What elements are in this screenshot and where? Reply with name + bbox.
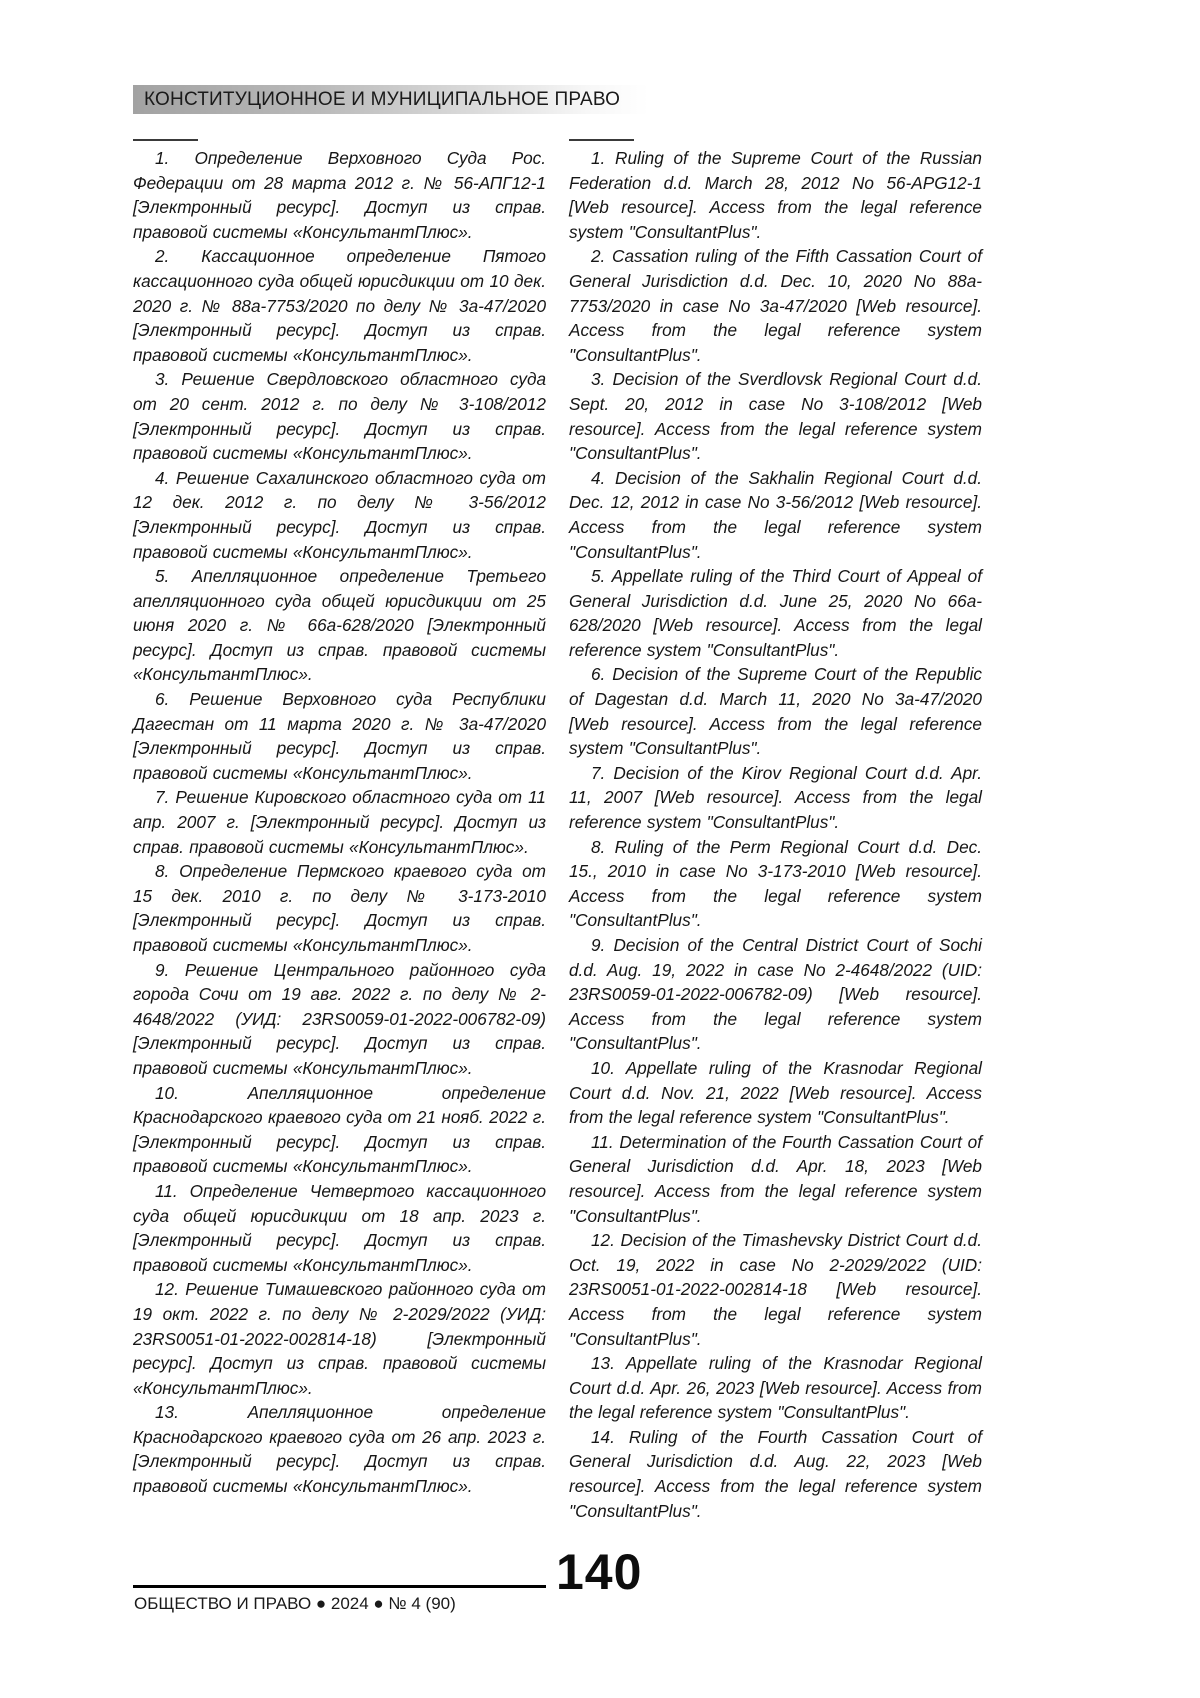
reference-item-en-12: 12. Decision of the Timashevsky District Court d.d. Oct. 19, 2022 in case No 2-2029/2022 (UID: 23RS0051-01-2022-002814-18 [Web resource]. Access from the legal reference system "ConsultantPlus". bbox=[569, 1230, 982, 1349]
reference-item-ru-13: 13. Апелляционное определение Краснодарского краевого суда от 26 апр. 2023 г. [Электронный ресурс]. Доступ из справ. правовой системы «КонсультантПлюс». bbox=[133, 1402, 546, 1497]
reference-item-ru-7: 7. Решение Кировского областного суда от 11 апр. 2007 г. [Электронный ресурс]. Доступ из справ. правовой системы «КонсультантПлюс». bbox=[133, 787, 546, 857]
reference-item-en-11: 11. Determination of the Fourth Cassation Court of General Jurisdiction d.d. Apr. 18, 2023 [Web resource]. Access from the legal reference system "ConsultantPlus". bbox=[569, 1131, 982, 1226]
footer-rule bbox=[133, 1585, 546, 1588]
reference-item-en-9: 9. Decision of the Central District Court of Sochi d.d. Aug. 19, 2022 in case No 2-4648/2022 (UID: 23RS0059-01-2022-006782-09) [Web resource]. Access from the legal reference system "ConsultantPlus". bbox=[569, 935, 982, 1054]
journal-footer: ОБЩЕСТВО И ПРАВО ● 2024 ● № 4 (90) bbox=[134, 1594, 456, 1613]
section-header-bar bbox=[133, 85, 649, 114]
reference-item-en-8: 8. Ruling of the Perm Regional Court d.d. Dec. 15., 2010 in case No 3-173-2010 [Web resource]. Access from the legal reference system "ConsultantPlus". bbox=[569, 836, 982, 931]
reference-item-en-7: 7. Decision of the Kirov Regional Court d.d. Apr. 11, 2007 [Web resource]. Access from the legal reference system "ConsultantPlus". bbox=[569, 762, 982, 833]
reference-item-ru-11: 11. Определение Четвертого кассационного суда общей юрисдикции от 18 апр. 2023 г. [Электронный ресурс]. Доступ из справ. правовой системы «КонсультантПлюс». bbox=[133, 1180, 546, 1275]
reference-item-ru-3: 3. Решение Свердловского областного суда от 20 сент. 2012 г. по делу № 3-108/2012 [Электронный ресурс]. Доступ из справ. правовой системы «КонсультантПлюс». bbox=[133, 369, 546, 464]
footnote-separator bbox=[133, 139, 198, 141]
reference-item-en-6: 6. Decision of the Supreme Court of the Republic of Dagestan d.d. March 11, 2020 No 3a-47/2020 [Web resource]. Access from the legal reference system "ConsultantPlus". bbox=[569, 664, 982, 759]
reference-item-ru-6: 6. Решение Верховного суда Республики Дагестан от 11 марта 2020 г. № 3а-47/2020 [Электронный ресурс]. Доступ из справ. правовой системы «КонсультантПлюс». bbox=[133, 689, 546, 783]
references-column-en bbox=[569, 139, 982, 1523]
footnote-separator bbox=[569, 139, 634, 141]
reference-item-en-1: 1. Ruling of the Supreme Court of the Russian Federation d.d. March 28, 2012 No 56-APG12-1 [Web resource]. Access from the legal reference system "ConsultantPlus". bbox=[569, 148, 982, 242]
reference-item-ru-1: 1. Определение Верховного Суда Рос. Федерации от 28 марта 2012 г. № 56-АПГ12-1 [Электронный ресурс]. Доступ из справ. правовой системы «КонсультантПлюс». bbox=[133, 148, 546, 242]
references-two-column-layout bbox=[133, 139, 982, 1523]
reference-item-ru-2: 2. Кассационное определение Пятого кассационного суда общей юрисдикции от 10 дек. 2020 г. № 88а-7753/2020 по делу № 3а-47/2020 [Электронный ресурс]. Доступ из справ. правовой системы «КонсультантПлюс». bbox=[133, 246, 546, 365]
section-title: КОНСТИТУЦИОННОЕ И МУНИЦИПАЛЬНОЕ ПРАВО bbox=[144, 88, 621, 110]
reference-item-ru-12: 12. Решение Тимашевского районного суда от 19 окт. 2022 г. по делу № 2-2029/2022 (УИД: 23RS0051-01-2022-002814-18) [Электронный ресурс]. Доступ из справ. правовой системы «КонсультантПлюс». bbox=[133, 1279, 546, 1398]
reference-item-en-13: 13. Appellate ruling of the Krasnodar Regional Court d.d. Apr. 26, 2023 [Web resource]. Access from the legal reference system "ConsultantPlus". bbox=[569, 1353, 982, 1423]
reference-item-en-2: 2. Cassation ruling of the Fifth Cassation Court of General Jurisdiction d.d. Dec. 10, 2020 No 88a-7753/2020 in case No 3a-47/2020 [Web resource]. Access from the legal reference system "ConsultantPlus". bbox=[569, 246, 982, 365]
reference-item-en-10: 10. Appellate ruling of the Krasnodar Regional Court d.d. Nov. 21, 2022 [Web resource]. Access from the legal reference system "ConsultantPlus". bbox=[569, 1057, 982, 1128]
reference-item-en-5: 5. Appellate ruling of the Third Court of Appeal of General Jurisdiction d.d. June 25, 2020 No 66a-628/2020 [Web resource]. Access from the legal reference system "ConsultantPlus". bbox=[569, 566, 982, 660]
reference-item-ru-4: 4. Решение Сахалинского областного суда от 12 дек. 2012 г. по делу № 3-56/2012 [Электронный ресурс]. Доступ из справ. правовой системы «КонсультантПлюс». bbox=[133, 467, 546, 562]
page-number: 140 bbox=[556, 1544, 643, 1600]
reference-item-en-4: 4. Decision of the Sakhalin Regional Court d.d. Dec. 12, 2012 in case No 3-56/2012 [Web resource]. Access from the legal reference system "ConsultantPlus". bbox=[569, 467, 982, 562]
reference-item-en-3: 3. Decision of the Sverdlovsk Regional Court d.d. Sept. 20, 2012 in case No 3-108/2012 [Web resource]. Access from the legal reference system "ConsultantPlus". bbox=[569, 369, 982, 464]
reference-item-ru-10: 10. Апелляционное определение Краснодарского краевого суда от 21 нояб. 2022 г. [Электронный ресурс]. Доступ из справ. правовой системы «КонсультантПлюс». bbox=[133, 1082, 546, 1177]
reference-item-ru-8: 8. Определение Пермского краевого суда от 15 дек. 2010 г. по делу № 3-173-2010 [Электронный ресурс]. Доступ из справ. правовой системы «КонсультантПлюс». bbox=[133, 861, 546, 955]
reference-item-ru-9: 9. Решение Центрального районного суда города Сочи от 19 авг. 2022 г. по делу № 2-4648/2022 (УИД: 23RS0059-01-2022-006782-09) [Электронный ресурс]. Доступ из справ. правовой системы «КонсультантПлюс». bbox=[133, 959, 546, 1078]
reference-item-en-14: 14. Ruling of the Fourth Cassation Court of General Jurisdiction d.d. Aug. 22, 2023 [Web resource]. Access from the legal reference system "ConsultantPlus". bbox=[569, 1426, 982, 1521]
reference-item-ru-5: 5. Апелляционное определение Третьего апелляционного суда общей юрисдикции от 25 июня 2020 г. № 66а-628/2020 [Электронный ресурс]. Доступ из справ. правовой системы «КонсультантПлюс». bbox=[133, 566, 546, 685]
references-column-ru bbox=[133, 139, 546, 1523]
